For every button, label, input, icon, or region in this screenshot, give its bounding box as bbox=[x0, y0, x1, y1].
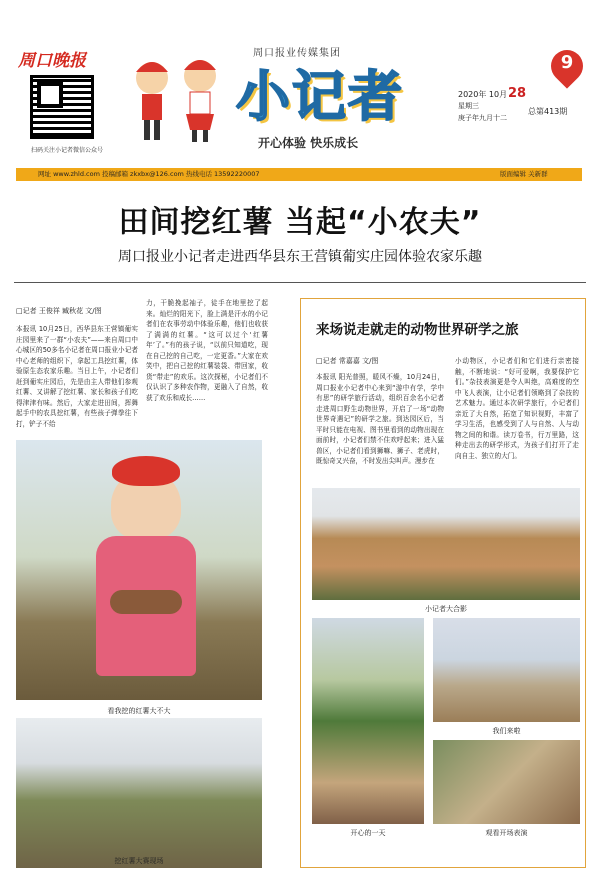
photo-children-digging bbox=[16, 718, 262, 868]
right-photo4-caption: 观看开场表演 bbox=[485, 829, 528, 837]
left-photo1-caption: 看我挖的红薯大不大 bbox=[107, 707, 171, 715]
newspaper-logo: 周口晚报 bbox=[18, 51, 86, 71]
right-article-text-1: 本报讯 阳光普照，暖风不燥，10月24日，周口报业小记者中心来到“游中有学，学中有思”的研学旅行活动，组织百余名小记者走进周口野生动物世界，开启了一场“动物世界奇遇记”的研学之旅。到达园区后，当平时只能在电视、图书里看到的动物出现在面前时，小记者们禁不住欢呼起来；进入猛兽区，小记者们看到狮嘛、狮子、老虎时，既惊奇又兴奋，不时发出尖叫声。漫步在 bbox=[316, 373, 444, 465]
lunar-date: 庚子年九月十二 bbox=[458, 114, 507, 122]
sub-headline: 周口报业小记者走进西华县东王营镇葡实庄园体验农家乐趣 bbox=[118, 249, 482, 265]
issue-date: 2020年 10月 bbox=[458, 90, 508, 99]
photo-girl-holding-sweet-potatoes bbox=[16, 440, 262, 700]
photo-opening-show bbox=[433, 740, 580, 824]
left-article-byline: □记者 王俊祥 臧秋花 文/图 bbox=[16, 307, 102, 315]
page-number: 9 bbox=[560, 52, 574, 73]
page-editor: 版面编辑 关新群 bbox=[500, 170, 548, 178]
left-photo2-caption: 挖红薯大赛现场 bbox=[114, 857, 164, 865]
divider bbox=[14, 282, 586, 283]
left-article-column-1 bbox=[16, 306, 138, 429]
right-photo3-caption: 我们来啦 bbox=[492, 727, 521, 735]
photo-group-rockery bbox=[312, 488, 580, 600]
issue-day: 28 bbox=[508, 86, 527, 101]
masthead-title: 小记者 bbox=[236, 65, 404, 128]
right-article-title: 来场说走就走的动物世界研学之旅 bbox=[316, 322, 519, 338]
right-article-byline: □记者 常嘉嘉 文/图 bbox=[316, 357, 379, 365]
qr-code-icon bbox=[30, 75, 94, 139]
right-article-column-2: 小动物区，小记者们和它们进行亲密接触，不断地说：“好可爱啊，我要保护它们。”杂技表演更是令人叫绝，高难度的空中飞人表演，让小记者们领略到了杂技的艺术魅力。通过本次研学旅行，小记者们亲近了大自然，拓宽了知识视野，丰富了学习生活，也感受到了人与自然、人与动物之间的和谐。读万卷书，行万里路，这种走出去的研学形式，为孩子们打开了走向自主、独立的大门。 bbox=[455, 357, 579, 460]
contact-info-bar: 网址 www.zhld.com 投稿邮箱 zkxbx@126.com 热线电话 13592220007 bbox=[16, 168, 582, 181]
cartoon-kids-illustration bbox=[122, 48, 232, 148]
left-article-column-2: 力，干脆挽起袖子，徒手在地里挖了起来。灿烂的阳光下，脸上满是汗水的小记者们在农事劳动中体验乐趣，他们也收获了满满的红薯。“这可以过个‘红薯年’了。”有的孩子说，“以前只知道吃，现在自己挖的自己吃，一定更香。”大家在欢笑中，把自己挖的红薯装袋、带回家，收货“带走”的欢乐。这次探秘，小记者们不仅认识了多种农作物，更融入了自然，收获了欢乐和成长…… bbox=[146, 299, 268, 402]
left-article-text-1: 本报讯 10月25日，西华县东王营镇葡实庄园里来了一群“小农夫”——来自周口中心城区的50多名小记者在周口报业小记者中心老师的组织下，拿起工具挖红薯，体验原生态农家乐趣。当日上午，小记者们赶到葡实庄园后，先是由主人带他们参观红薯、又讲解了挖红薯、家长和孩子们吃得津津有味。然后，大家走进田间，挥舞起手中的农具挖红薯，有些孩子弹拳往下打，铲子不给 bbox=[16, 325, 138, 428]
issue-number: 总第413期 bbox=[528, 107, 568, 116]
main-headline: 田间挖红薯 当起“小农夫” bbox=[118, 205, 482, 240]
weekday: 星期三 bbox=[458, 102, 479, 110]
photo-happy-day bbox=[312, 618, 424, 824]
group-name: 周口报业传媒集团 bbox=[253, 48, 341, 59]
masthead-slogan: 开心体验 快乐成长 bbox=[258, 136, 359, 150]
photo-we-are-here bbox=[433, 618, 580, 722]
qr-caption: 扫码关注小记者微信公众号 bbox=[30, 147, 103, 154]
right-photo2-caption: 开心的一天 bbox=[350, 829, 386, 837]
right-photo1-caption: 小记者大合影 bbox=[425, 605, 467, 613]
right-article-column-1 bbox=[316, 356, 444, 467]
